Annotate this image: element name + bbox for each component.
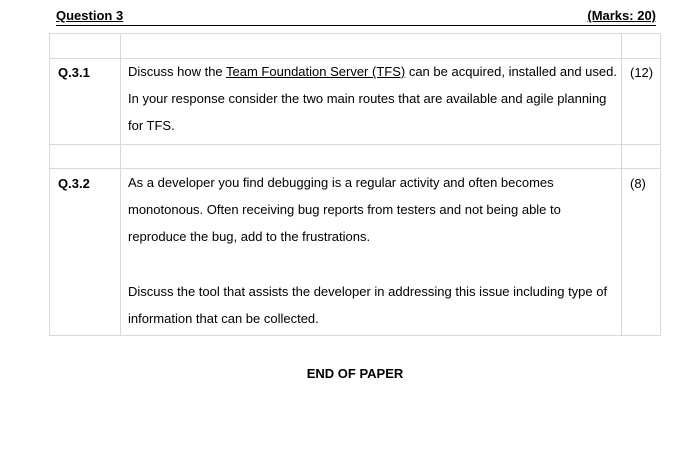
question-header	[56, 8, 656, 26]
table-column-divider-2	[621, 33, 622, 335]
table-border-right	[660, 33, 661, 335]
question-text-3-1	[128, 58, 618, 139]
question-text-3-2-paragraph-2: Discuss the tool that assists the developer in addressing this issue including type of information that can be collected.	[128, 284, 608, 326]
tfs-link-text: Team Foundation Server (TFS)	[226, 64, 406, 79]
end-of-paper: END OF PAPER	[306, 366, 404, 381]
question-text-3-2-paragraph-1: As a developer you find debugging is a regular activity and often becomes monotonous. Often receiving bug reports from testers and not being able to reproduce the bug, add to the frustrations.	[128, 175, 561, 244]
table-column-divider-1	[120, 33, 121, 335]
total-marks: (Marks: 20)	[587, 8, 656, 23]
table-border-left	[49, 33, 50, 335]
table-border-top	[49, 33, 661, 34]
question-text-3-1-end: can be acquired, installed and used. In your response consider the two main routes that are available and agile planning for TFS.	[128, 64, 617, 133]
question-text-3-1-start: Discuss how the	[128, 64, 227, 79]
table-row-divider-2	[49, 144, 661, 145]
question-number-3-2: Q.3.2	[58, 176, 90, 191]
table-border-bottom	[49, 335, 661, 336]
marks-3-2: (8)	[630, 176, 646, 191]
question-number-3-1: Q.3.1	[58, 65, 90, 80]
marks-3-1: (12)	[630, 65, 654, 80]
question-title: Question 3	[56, 8, 124, 23]
